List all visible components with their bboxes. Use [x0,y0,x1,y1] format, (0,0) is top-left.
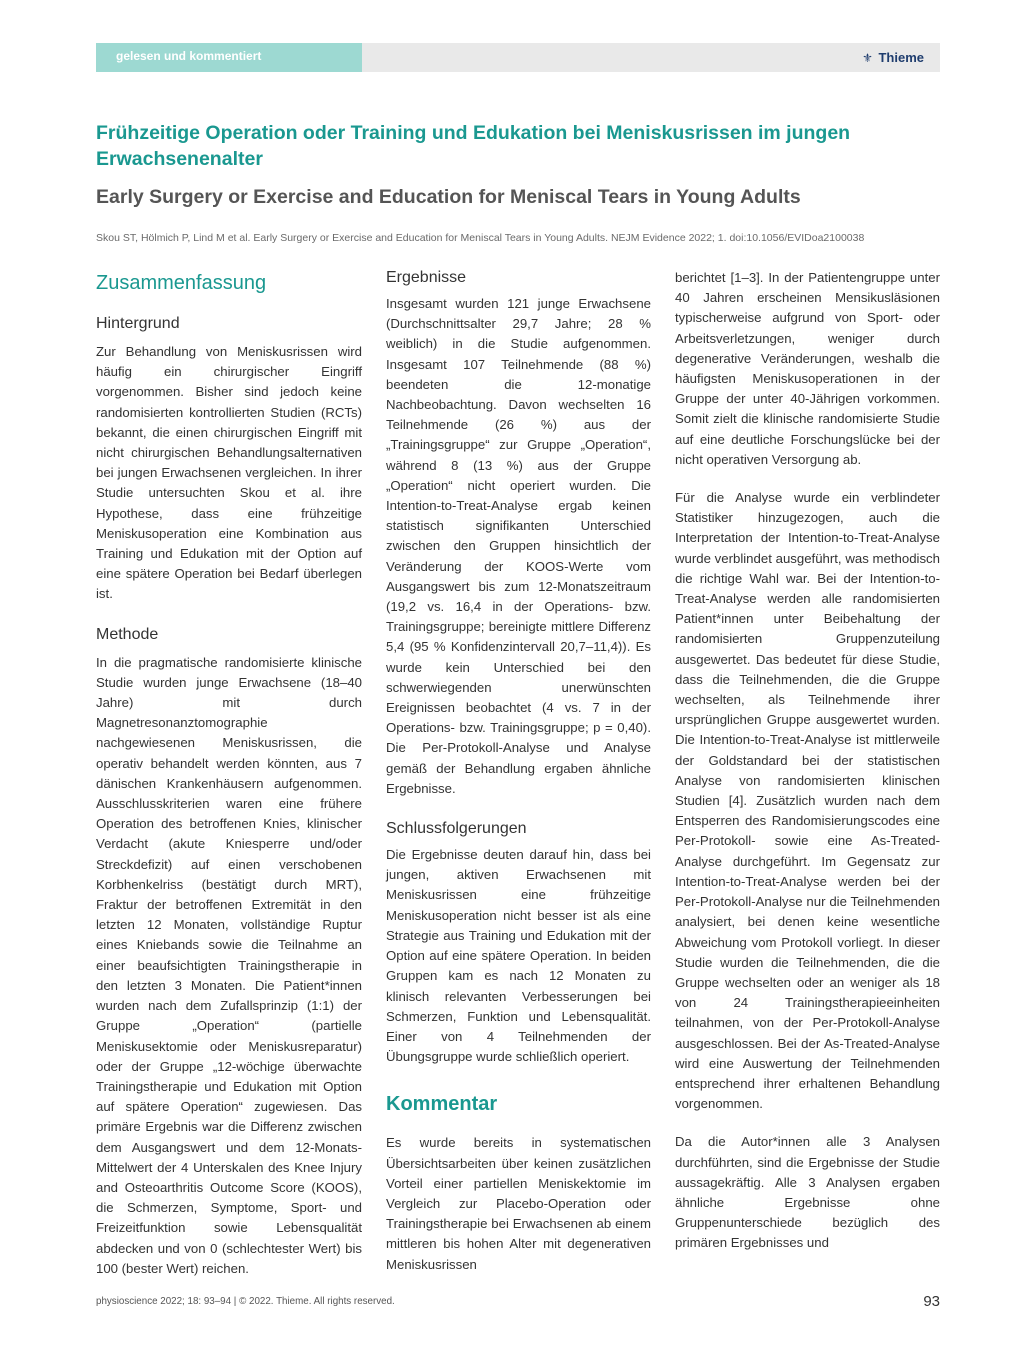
method-text: In die pragmatische randomisierte klinische Studie wurden junge Erwachsene (18–40 Jahre) mit durch Magnetresonanztomographie nachgewiesenen Meniskusrissen, die operativ behandelt werden könnten, aus 7 dänischen Krankenhäusern aufgenommen. Ausschlusskriterien waren eine frühere Operation des betroffenen Knies, klinischer Verdacht (akute Kniesperre und/oder Streckdefizit) auf einen verschobenen Korbhenkelriss (bestätigt durch MRT), Fraktur der betroffenen Extremität in den letzten 12 Monaten, vollständige Ruptur eines Kniebands sowie die Teilnahme an einer beaufsichtigten Trainingstherapie in den letzten 3 Monaten. Die Patient*innen wurden nach dem Zufallsprinzip (1:1) der Gruppe „Operation“ (partielle Meniskusektomie oder Meniskusreparatur) oder der Gruppe „12-wöchige überwachte Trainingstherapie und Edukation mit Option auf spätere Operation“ zugewiesen. Das primäre Ergebnis war die Differenz zwischen dem Ausgangswert und dem 12-Monats-Mittelwert der 4 Unterskalen des Knee Injury and Osteoarthritis Outcome Score (KOOS), die Schmerzen, Symptome, Sport- und Freizeitfunktion sowie Lebensqualität abdecken und von 0 (schlechtester Wert) bis 100 (bester Wert) reichen. [96,654,362,1276]
header-bar [96,43,940,72]
commentary-paragraph-1: Es wurde bereits in systematischen Übersichtsarbeiten über keinen zusätzlichen Vorteil einer partiellen Meniskektomie im Vergleich zur Placebo-Operation oder Trainingstherapie bei Erwachsenen ab einem mittleren bis hohen Alter mit degenerativen Meniskusrissen [386,1135,651,1272]
publisher-name: Thieme [878,50,924,65]
article-title-english: Early Surgery or Exercise and Education for Meniscal Tears in Young Adults [96,186,801,208]
footer-journal: physioscience 2022; 18: 93–94 | © 2022. Thieme. All rights reserved. [96,1296,395,1307]
commentary-paragraph-3: Da die Autor*innen alle 3 Analysen durchführten, sind die Ergebnisse der Studie aussagekräftig. Alle 3 Analysen ergaben ähnliche Ergebnisse ohne Gruppenunterschiede bezüglich des primären Ergebnisses und [675,1134,940,1251]
column-3 [675,268,940,1254]
summary-heading: Zusammenfassung [96,272,267,294]
results-heading: Ergebnisse [386,269,467,286]
article-citation: Skou ST, Hölmich P, Lind M et al. Early Surgery or Exercise and Education for Meniscal Tears in Young Adults. NEJM Evidence 2022; 1. doi:10.1056/EVIDoa2100038 [96,232,865,244]
commentary-paragraph-1-continued: berichtet [1–3]. In der Patientengruppe unter 40 Jahren erscheinen Mensikusläsionen typischerweise aufgrund von Sport- oder Arbeitsverletzungen, weniger durch degenerative Veränderungen, weshalb die häufigsten Meniskusoperationen in der Gruppe der unter 40-Jährigen vorkommen. Somit zielt die klinische randomisierte Studie auf eine deutliche Forschungslücke bei der nicht operativen Versorgung ab. [675,270,940,467]
page-number: 93 [923,1293,940,1310]
conclusions-heading: Schlussfolgerungen [386,820,527,838]
section-label: gelesen und kommentiert [96,43,362,72]
article-title-german: Frühzeitige Operation oder Training und Edukation bei Meniskusrissen im jungen Erwachsenenalter [96,122,851,170]
column-2 [386,266,651,1275]
commentary-heading: Kommentar [386,1093,498,1116]
commentary-paragraph-2: Für die Analyse wurde ein verblindeter Statistiker hinzugezogen, auch die Interpretation der Intention-to-Treat-Analyse wurde verblindet ausgeführt, was methodisch die richtige Wahl war. Bei der Intention-to-Treat-Analyse werden alle randomisierten Patient*innen unter Beibehaltung der randomisierten Gruppenzuteilung ausgewertet. Das bedeutet für diese Studie, dass die Teilnehmenden, die die Gruppe wechselten, als Teilnehmende ihrer ursprünglichen Gruppe ausgewertet wurden. Die Intention-to-Treat-Analyse ist mittlerweile der Goldstandard bei der statistischen Analyse von randomisierten klinischen Studien [4]. Zusätzlich wurden nach dem Entsperren des Randomisierungscodes eine Per-Protokoll- sowie eine As-Treated-Analyse durchgeführt. Im Gegensatz zur Intention-to-Treat-Analyse werden bei der Per-Protokoll-Analyse nur die Teilnehmenden analysiert, bei denen keine wesentliche Abweichung vom Protokoll vorliegt. In dieser Studie wurden die Teilnehmenden, die die Gruppe wechselten oder an weniger als 18 von 24 Trainingstherapieeinheiten teilnahmen, von der Per-Protokoll-Analyse ausgeschlossen. Bei der As-Treated-Analyse wird eine Auswertung der Teilnehmenden entsprechend ihrer erhaltenen Behandlung vorgenommen. [675,490,940,1112]
column-1 [96,268,362,1279]
publisher-logo [862,43,924,72]
conclusions-text: Die Ergebnisse deuten darauf hin, dass bei jungen, aktiven Erwachsenen mit Meniskusrissen eine frühzeitige Meniskusoperation nicht besser ist als eine Strategie aus Training und Edukation mit der Option auf eine spätere Operation. In beiden Gruppen kam es nach 12 Monaten zu klinisch relevanten Verbesserungen bei Schmerzen, Funktion und Lebensqualität. Einer von 4 Teilnehmenden der Übungsgruppe wurde schließlich operiert. [386,847,651,1065]
thieme-crest-icon: ⚜ [862,51,873,65]
method-heading: Methode [96,625,159,643]
background-heading: Hintergrund [96,315,180,332]
background-text: Zur Behandlung von Meniskusrissen wird häufig ein chirurgischer Eingriff vorgenommen. Bisher sind jedoch keine randomisierten kontrollierten Studien (RCTs) bekannt, die einen chirurgischen Eingriff mit nicht chirurgischen Behandlungsalternativen bei jungen Erwachsenen vergleichen. In ihrer Studie untersuchten Skou et al. ihre Hypothese, dass eine frühzeitige Meniskusoperation eine Kombination aus Training und Edukation mit der Option auf eine spätere Operation bei Bedarf überlegen ist. [96,344,362,602]
results-text: Insgesamt wurden 121 junge Erwachsene (Durchschnittsalter 29,7 Jahre; 28 % weiblich) in die Studie aufgenommen. Insgesamt 107 Teilnehmende (88 %) beendeten die 12-monatige Nachbeobachtung. Davon wechselten 16 Teilnehmende (26 %) aus der „Trainingsgruppe“ zur Gruppe „Operation“, während 8 (13 %) aus der Gruppe „Operation“ nicht operiert wurden. Die Intention-to-Treat-Analyse ergab keinen statistisch signifikanten Unterschied zwischen den Gruppen hinsichtlich der Veränderung der KOOS-Werte vom Ausgangswert bis zum 12-Monatszeitraum (19,2 vs. 16,4 in der Operations- bzw. Trainingsgruppe; bereinigte mittlere Differenz 5,4 (95 % Konfidenzintervall 20,7–11,4)). Es wurde kein Unterschied bei den schwerwiegenden unerwünschten Ereignissen beobachtet (4 vs. 7 in der Operations- bzw. Trainingsgruppe; p = 0,40). Die Per-Protokoll-Analyse und Analyse gemäß der Behandlung ergaben ähnliche Ergebnisse. [386,296,651,796]
